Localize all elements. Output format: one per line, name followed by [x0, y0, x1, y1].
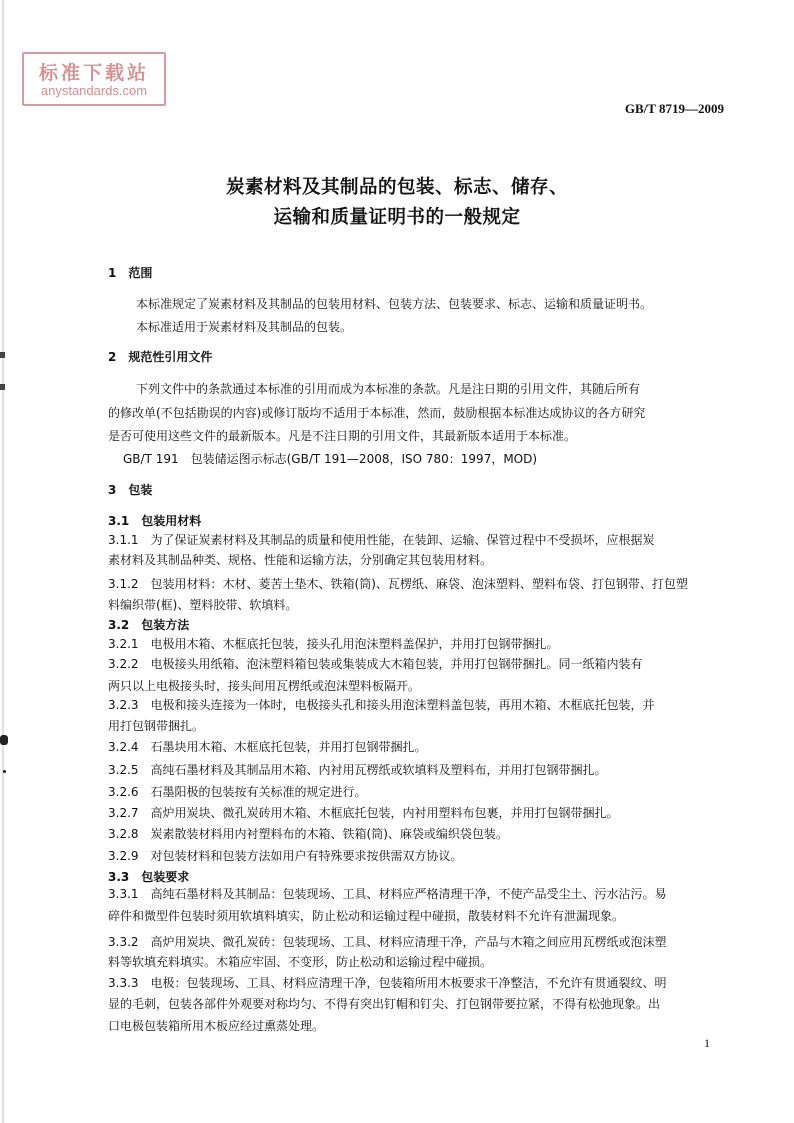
body-text-line: 碎件和微型件包装时须用软填料填实，防止松动和运输过程中碰损，散装材料不允许有泄漏现象。 [108, 909, 625, 923]
standard-number: GB/T 8719—2009 [624, 101, 724, 116]
body-text-line: 3.2.8 炭素散装材料用内衬塑料布的木箱、铁箱(筒)、麻袋或编织袋包装。 [108, 827, 508, 841]
body-text-line: 3.2.3 电极和接头连接为一体时，电极接头孔和接头用泡沫塑料盖包装，再用木箱、木框底托包装，并 [108, 698, 655, 712]
watermark-stamp [22, 52, 166, 106]
body-text-line: 是否可使用这些文件的最新版本。凡是不注日期的引用文件，其最新版本适用于本标准。 [108, 429, 577, 443]
body-text-line: 下列文件中的条款通过本标准的引用而成为本标准的条款。凡是注日期的引用文件，其随后所有 [136, 382, 641, 396]
section-heading: 1 范围 [108, 266, 153, 280]
body-text-line: 3.2.6 石墨阳极的包装按有关标准的规定进行。 [108, 785, 367, 799]
document-title-line2: 运输和质量证明书的一般规定 [273, 207, 521, 228]
scan-mark [0, 352, 5, 358]
body-text-line: 3.3.1 高纯石墨材料及其制品：包装现场、工具、材料应严格清理干净，不使产品受尘土、污水沾污。易 [108, 887, 667, 901]
body-text-line: 素材料及其制品种类、规格、性能和运输方法，分别确定其包装用材料。 [108, 553, 493, 567]
body-text-line: 3.1.1 为了保证炭素材料及其制品的质量和使用性能，在装卸、运输、保管过程中不受损坏，应根据炭 [108, 533, 655, 547]
body-text-line: 的修改单(不包括勘误的内容)或修订版均不适用于本标准，然而，鼓励根据本标准达成协议的各方研究 [108, 406, 646, 420]
body-text-line: 本标准适用于炭素材料及其制品的包装。 [136, 320, 353, 334]
scan-mark [0, 384, 5, 390]
body-text-line: 3.2.2 电极接头用纸箱、泡沫塑料箱包装或集装成大木箱包装，并用打包钢带捆扎。同一纸箱内装有 [108, 657, 643, 671]
body-text-line: 3.1.2 包装用材料：木材、菱苦土垫木、铁箱(筒)、瓦楞纸、麻袋、泡沫塑料、塑料布袋、打包钢带、打包塑 [108, 577, 688, 591]
body-text-line: 3.2.1 电极用木箱、木框底托包装，接头孔用泡沫塑料盖保护，并用打包钢带捆扎。 [108, 637, 559, 651]
watermark-cn: 标准下载站 [38, 62, 149, 84]
section-heading: 3.1 包装用材料 [108, 514, 202, 528]
body-text-line: 料等软填充料填实。木箱应牢固、不变形，防止松动和运输过程中碰损。 [108, 955, 493, 969]
page-number: 1 [704, 1036, 710, 1050]
body-text-line: GB/T 191 包装储运图示标志(GB/T 191—2008，ISO 780：1997，MOD) [123, 452, 538, 466]
section-heading: 3.2 包装方法 [108, 618, 190, 632]
body-text-line: 3.2.4 石墨块用木箱、木框底托包装，并用打包钢带捆扎。 [108, 740, 427, 754]
watermark-url: anystandards.com [40, 83, 148, 98]
document-title-line1: 炭素材料及其制品的包装、标志、储存、 [225, 177, 568, 198]
body-text-line: 3.2.9 对包装材料和包装方法如用户有特殊要求按供需双方协议。 [108, 849, 463, 863]
body-text-line: 3.2.5 高纯石墨材料及其制品用木箱、内衬用瓦楞纸或软填料及塑料布，并用打包钢带捆扎。 [108, 763, 607, 777]
body-text-line: 用打包钢带捆扎。 [108, 719, 205, 733]
section-heading: 3.3 包装要求 [108, 870, 190, 884]
scan-edge-line [2, 0, 4, 1123]
scan-mark [0, 735, 8, 745]
body-text-line: 3.3.3 电极：包装现场、工具、材料应清理干净，包装箱所用木板要求干净整洁，不允许有贯通裂纹、明 [108, 976, 667, 990]
body-text-line: 料编织带(框)、塑料胶带、软填料。 [108, 598, 298, 612]
body-text-line: 3.3.2 高炉用炭块、微孔炭砖：包装现场、工具、材料应清理干净，产品与木箱之间应用瓦楞纸或泡沫塑 [108, 935, 667, 949]
body-text-line: 显的毛刺，包装各部件外观要对称均匀、不得有突出钉帽和钉尖、打包钢带要拉紧，不得有松弛现象。出 [108, 997, 661, 1011]
section-heading: 2 规范性引用文件 [108, 350, 213, 364]
scan-mark [3, 770, 6, 773]
body-text-line: 3.2.7 高炉用炭块、微孔炭砖用木箱、木框底托包装，内衬用塑料布包裹，并用打包钢带捆扎。 [108, 806, 619, 820]
body-text-line: 口电极包装箱所用木板应经过熏蒸处理。 [108, 1019, 325, 1033]
section-heading: 3 包装 [108, 483, 153, 497]
body-text-line: 本标准规定了炭素材料及其制品的包装用材料、包装方法、包装要求、标志、运输和质量证明书。 [136, 297, 653, 311]
body-text-line: 两只以上电极接头时，接头间用瓦楞纸或泡沫塑料板隔开。 [108, 679, 421, 693]
